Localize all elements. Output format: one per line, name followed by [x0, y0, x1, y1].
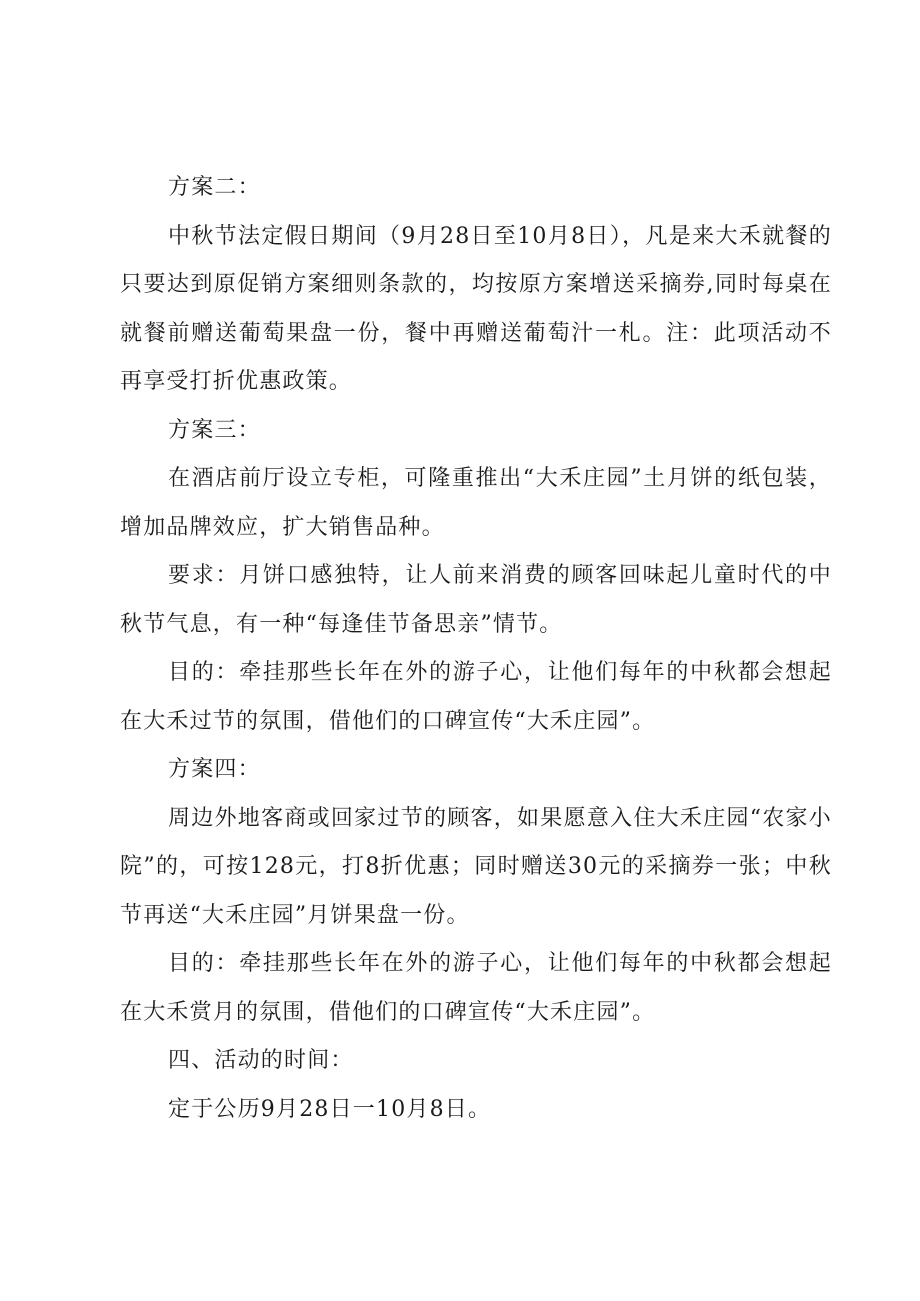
paragraph-plan-4-details: 周边外地客商或回家过节的顾客，如果愿意入住大禾庄园“农家小院”的，可按128元，打8折优惠；同时赠送30元的采摘券一张；中秋节再送“大禾庄园”月饼果盘一份。: [120, 805, 832, 928]
section-heading-plan-2: 方案二：: [168, 175, 261, 200]
paragraph-plan-3-purpose: 目的：牵挂那些长年在外的游子心，让他们每年的中秋都会想起在大禾过节的氛围，借他们的口碑宣传“大禾庄园”。: [120, 660, 832, 734]
document-body: [120, 164, 832, 1134]
paragraph-plan-3-requirement: 要求：月饼口感独特，让人前来消费的顾客回味起儿童时代的中秋节气息，有一种“每逢佳节备思亲”情节。: [120, 563, 832, 637]
paragraph-plan-4-purpose: 目的：牵挂那些长年在外的游子心，让他们每年的中秋都会想起在大禾赏月的氛围，借他们的口碑宣传“大禾庄园”。: [120, 951, 832, 1025]
paragraph-plan-2-details: 中秋节法定假日期间（9月28日至10月8日），凡是来大禾就餐的只要达到原促销方案细则条款的，均按原方案增送采摘券,同时每桌在就餐前赠送葡萄果盘一份，餐中再赠送葡萄汁一札。注：此项活动不再享受打折优惠政策。: [120, 223, 832, 394]
paragraph-activity-time: 定于公历9月28日一10月8日。: [168, 1096, 492, 1122]
section-heading-activity-time: 四、活动的时间：: [168, 1048, 354, 1073]
paragraph-plan-3-details: 在酒店前厅设立专柜，可隆重推出“大禾庄园”土月饼的纸包装，增加品牌效应，扩大销售品种。: [120, 466, 832, 540]
section-heading-plan-3: 方案三：: [168, 417, 261, 443]
section-heading-plan-4: 方案四：: [168, 757, 261, 782]
